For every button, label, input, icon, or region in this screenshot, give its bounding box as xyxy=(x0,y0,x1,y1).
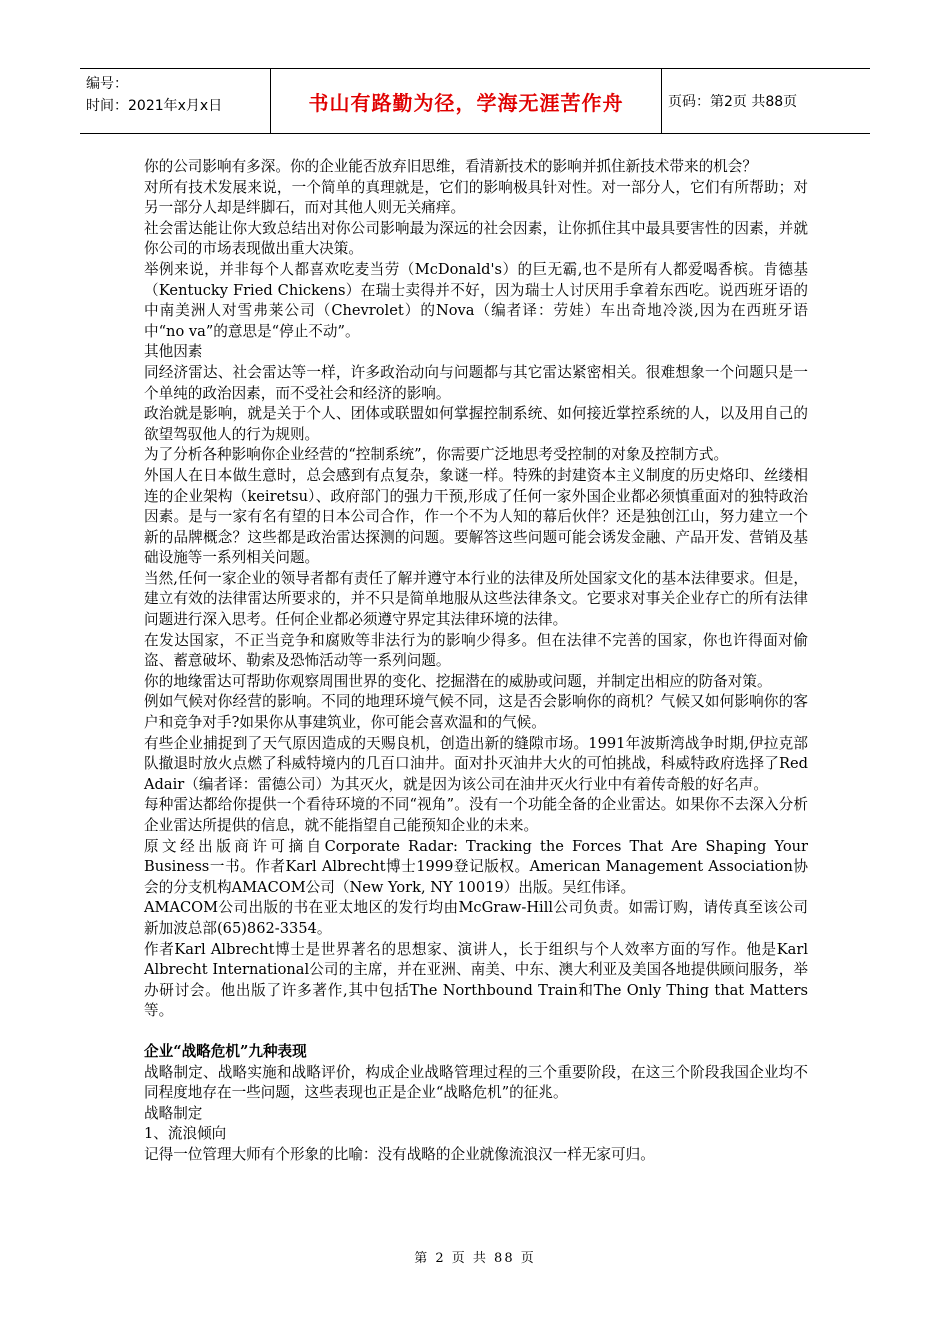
header-motto-cell xyxy=(270,69,662,133)
paragraph: 原文经出版商许可摘自Corporate Radar: Tracking the Forces That Are Shaping Your Business一书。作者Karl Albrecht博士1999登记版权。American Management Association协会的分支机构AMACOM公司（New York, NY 10019）出版。吴红伟译。 xyxy=(144,837,808,896)
section-title: 企业“战略危机”九种表现 xyxy=(144,1042,307,1060)
paragraph: 例如气候对你经营的影响。不同的地理环境气候不同，这是否会影响你的商机？气候又如何影响你的客户和竞争对手?如果你从事建筑业，你可能会喜欢温和的气候。 xyxy=(144,693,808,732)
subheading-other-factors: 其他因素 xyxy=(144,343,203,361)
paragraph: 有些企业捕捉到了天气原因造成的天赐良机，创造出新的缝隙市场。1991年波斯湾战争时期,伊拉克部队撤退时放火点燃了科威特境内的几百口油井。面对扑灭油井大火的可怕挑战，科威特政府选择了Red Adair（编者译：雷德公司）为其灭火，就是因为该公司在油井灭火行业中有着传奇般的好名声。 xyxy=(144,734,808,793)
header-meta xyxy=(80,69,270,133)
document-number-label: 编号： xyxy=(86,76,128,92)
paragraph: 记得一位管理大师有个形象的比喻：没有战略的企业就像流浪汉一样无家可归。 xyxy=(144,1145,655,1163)
paragraph: 当然,任何一家企业的领导者都有责任了解并遵守本行业的法律及所处国家文化的基本法律要求。但是，建立有效的法律雷达所要求的，并不只是简单地服从这些法律条文。它要求对事关企业存亡的所有法律问题进行深入思考。任何企业都必须遵守界定其法律环境的法律。 xyxy=(144,569,808,629)
paragraph: 同经济雷达、社会雷达等一样，许多政治动向与问题都与其它雷达紧密相关。很难想象一个问题只是一个单纯的政治因素，而不受社会和经济的影响。 xyxy=(144,363,808,402)
paragraph: 你的地缘雷达可帮助你观察周围世界的变化、挖掘潜在的威胁或问题，并制定出相应的防备对策。 xyxy=(144,672,772,690)
paragraph: 对所有技术发展来说，一个简单的真理就是，它们的影响极具针对性。对一部分人，它们有所帮助；对另一部分人却是绊脚石，而对其他人则无关痛痒。 xyxy=(144,178,808,217)
page-footer: 第 2 页 共 88 页 xyxy=(414,1251,536,1266)
paragraph: AMACOM公司出版的书在亚太地区的发行均由McGraw-Hill公司负责。如需订购，请传真至该公司新加波总部(65)862-3354。 xyxy=(144,899,808,937)
subheading-strategy-formulation: 战略制定 xyxy=(144,1104,203,1122)
paragraph: 在发达国家，不正当竞争和腐败等非法行为的影响少得多。但在法律不完善的国家，你也许得面对偷盗、蓄意破坏、勒索及恐怖活动等一系列问题。 xyxy=(144,631,808,670)
paragraph: 作者Karl Albrecht博士是世界著名的思想家、演讲人，长于组织与个人效率方面的写作。他是Karl Albrecht International公司的主席，并在亚洲、南美、中东、澳大利亚及美国各地提供顾问服务，举办研讨会。他出版了许多著作,其中包括The Northbound Train和The Only Thing that Matters等。 xyxy=(144,940,808,1020)
paragraph: 每种雷达都给你提供一个看待环境的不同“视角”。没有一个功能全备的企业雷达。如果你不去深入分析企业雷达所提供的信息，就不能指望自己能预知企业的未来。 xyxy=(144,796,808,834)
header-page-info: 页码：第2页 共88页 xyxy=(668,94,798,110)
paragraph: 政治就是影响，就是关于个人、团体或联盟如何掌握控制系统、如何接近掌控系统的人，以及用自己的欲望驾驭他人的行为规则。 xyxy=(144,405,808,443)
paragraph: 你的公司影响有多深。你的企业能否放弃旧思维，看清新技术的影响并抓住新技术带来的机会？ xyxy=(144,158,757,175)
paragraph: 外国人在日本做生意时，总会感到有点复杂，象谜一样。特殊的封建资本主义制度的历史烙印、丝缕相连的企业架构（keiretsu）、政府部门的强力干预,形成了任何一家外国企业都必须慎重面对的独特政治因素。是与一家有名有望的日本公司合作，作一个不为人知的幕后伙伴？还是独创江山，努力建立一个新的品牌概念？这些都是政治雷达探测的问题。要解答这些问题可能会诱发金融、产品开发、营销及基础设施等一系列相关问题。 xyxy=(144,466,808,567)
subheading-wandering-tendency: 1、流浪倾向 xyxy=(144,1125,227,1143)
document-body xyxy=(144,157,808,1166)
paragraph: 为了分析各种影响你企业经营的“控制系统”，你需要广泛地思考受控制的对象及控制方式。 xyxy=(144,446,729,464)
header-motto: 书山有路勤为径，学海无涯苦作舟 xyxy=(308,90,624,115)
paragraph: 社会雷达能让你大致总结出对你公司影响最为深远的社会因素，让你抓住其中最具要害性的因素，并就你公司的市场表现做出重大决策。 xyxy=(144,219,808,258)
paragraph: 举例来说，并非每个人都喜欢吃麦当劳（McDonald's）的巨无霸,也不是所有人都爱喝香槟。肯德基（Kentucky Fried Chickens）在瑞士卖得并不好，因为瑞士人讨厌用手拿着东西吃。说西班牙语的中南美洲人对雪弗莱公司（Chevrolet）的Nova（编者译：劳娃）车出奇地冷淡,因为在西班牙语中“no va”的意思是“停止不动”。 xyxy=(144,260,808,340)
document-time-label: 时间：2021年x月x日 xyxy=(86,98,223,114)
paragraph: 战略制定、战略实施和战略评价，构成企业战略管理过程的三个重要阶段，在这三个阶段我国企业均不同程度地存在一些问题，这些表现也正是企业“战略危机”的征兆。 xyxy=(144,1063,808,1102)
page-header xyxy=(80,68,870,134)
